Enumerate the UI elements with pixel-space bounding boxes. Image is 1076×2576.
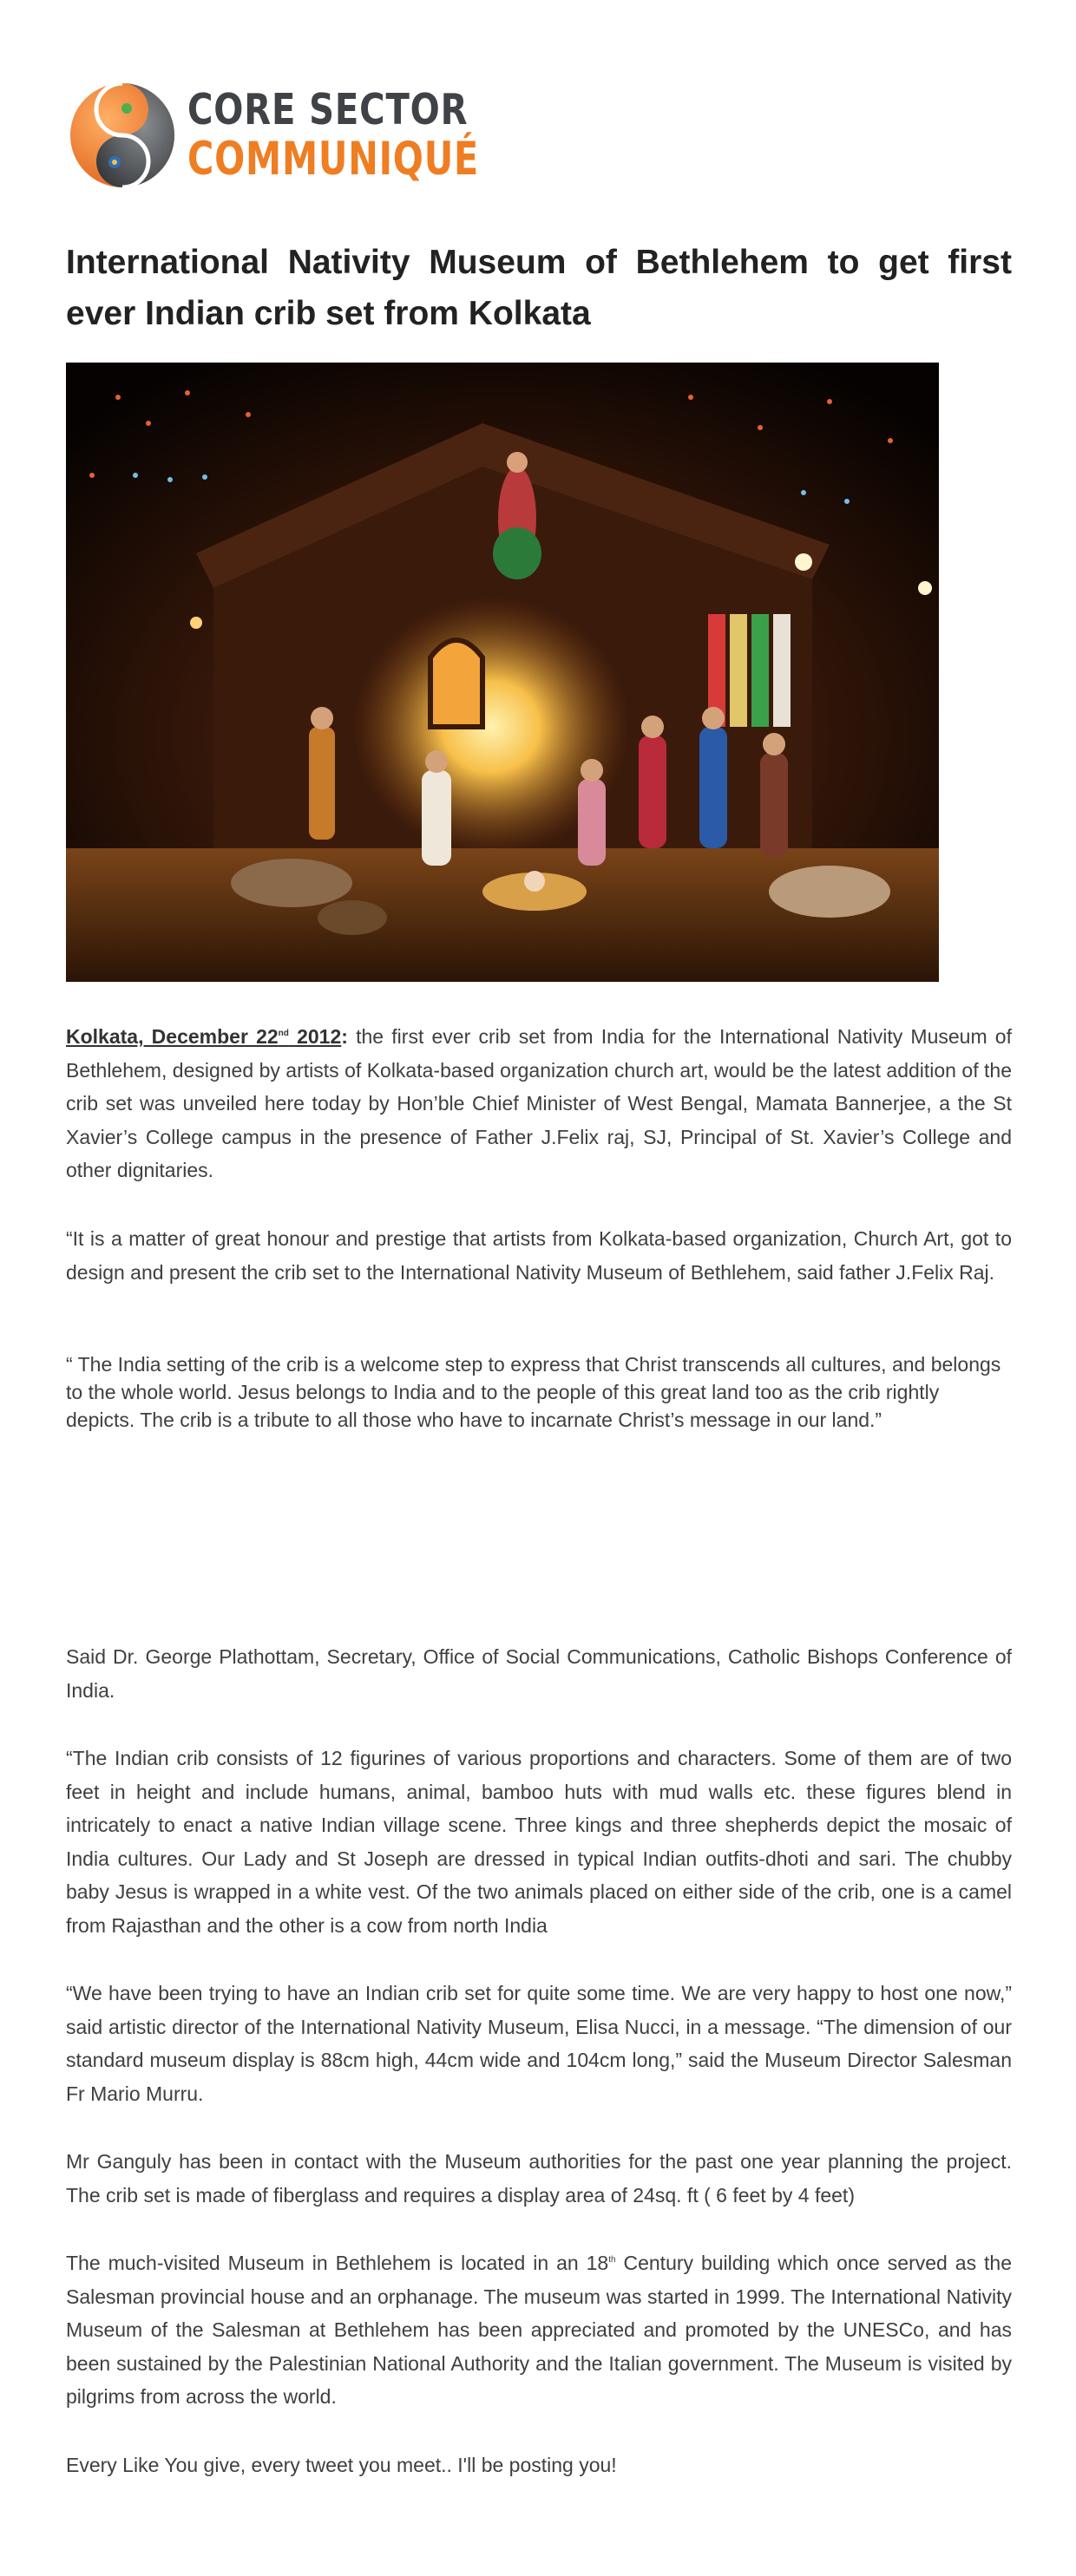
paragraph-felix-raj-quote: “It is a matter of great honour and prestige that artists from Kolkata-based organization, Church Art, got to design and present the crib set to the International Nativity Museum of Bethlehem, said father J.Felix Raj. — [66, 1227, 1012, 1284]
dateline — [66, 1025, 341, 1048]
museum-history-rest: Century building which once served as the Salesman provincial house and an orphanage. The museum was started in 1999. The International Nativity Museum of the Salesman at Bethlehem has been appreciated and promoted by the UNESCo, and has been sustained by the Palestinian National Authority and the Italian government. The Museum is visited by pilgrims from across the world. — [66, 2252, 1012, 2409]
logo-wordmark — [187, 84, 561, 186]
nativity-crib-scene-photo — [66, 363, 939, 982]
paragraph-plathottam-attribution: Said Dr. George Plathottam, Secretary, Office of Social Communications, Catholic Bishops Conference of India. — [66, 1645, 1012, 1702]
paragraph-crib-description: “The Indian crib consists of 12 figurines of various proportions and characters. Some of them are of two feet in height and include humans, animal, bamboo huts with mud walls etc. these figures blend in intricately to enact a native Indian village scene. Three kings and three shepherds depict the mosaic of India cultures. Our Lady and St Joseph are dressed in typical Indian outfits-dhoti and sari. The chubby baby Jesus is wrapped in a white vest. Of the two animals placed on either side of the crib, one is a camel from Rajasthan and the other is a cow from north India — [66, 1747, 1012, 1937]
logo-line-core-sector: CORE SECTOR — [187, 84, 469, 134]
paragraph-ganguly-project: Mr Ganguly has been in contact with the Museum authorities for the past one year planning the project. The crib set is made of fiberglass and requires a display area of 24sq. ft ( 6 feet by 4 feet) — [66, 2150, 1012, 2207]
logo-line-communique: COMMUNIQUÉ — [187, 132, 480, 186]
intro-text: the first ever crib set from India for the International Nativity Museum of Bethlehem, designed by artists of Kolkata-based organization church art, would be the latest addition of the crib set was unveiled here today by Hon’ble Chief Minister of West Bengal, Mamata Bannerjee, a the St Xavier’s College campus in the presence of Father J.Felix raj, SJ, Principal of St. Xavier’s College and other dignitaries. — [66, 1025, 1012, 1182]
yin-yang-s-emblem-icon — [66, 79, 179, 192]
paragraph-intro — [66, 1020, 1012, 1187]
century-suffix: th — [608, 2255, 616, 2265]
core-sector-communique-logo — [66, 76, 480, 193]
dateline-text: Kolkata, December 22 — [66, 1025, 279, 1048]
article-headline: International Nativity Museum of Bethlehem to get first ever Indian crib set from Kolkata — [66, 244, 1012, 332]
museum-history-text: The much-visited Museum in Bethlehem is located in an 18 — [66, 2252, 609, 2274]
dateline-colon: : — [341, 1025, 348, 1048]
dateline-suffix: nd — [278, 1029, 289, 1038]
paragraph-crib-setting-quote: “ The India setting of the crib is a welcome step to express that Christ transcends all cultures, and belongs to the whole world. Jesus belongs to India and to the people of this great land too as the crib rightly depicts. The crib is a tribute to all those who have to incarnate Christ’s message in our land.” — [66, 1353, 1001, 1431]
dateline-year: 2012 — [288, 1025, 342, 1048]
paragraph-museum-history — [66, 2246, 1012, 2414]
paragraph-museum-quote: “We have been trying to have an Indian crib set for quite some time. We are very happy to host one now,” said artistic director of the International Nativity Museum, Elisa Nucci, in a message. “The dimension of our standard museum display is 88cm high, 44cm wide and 104cm long,” said the Museum Director Salesman Fr Mario Murru. — [66, 1982, 1012, 2105]
paragraph-closing-line: Every Like You give, every tweet you meet.. I'll be posting you! — [66, 2454, 617, 2476]
